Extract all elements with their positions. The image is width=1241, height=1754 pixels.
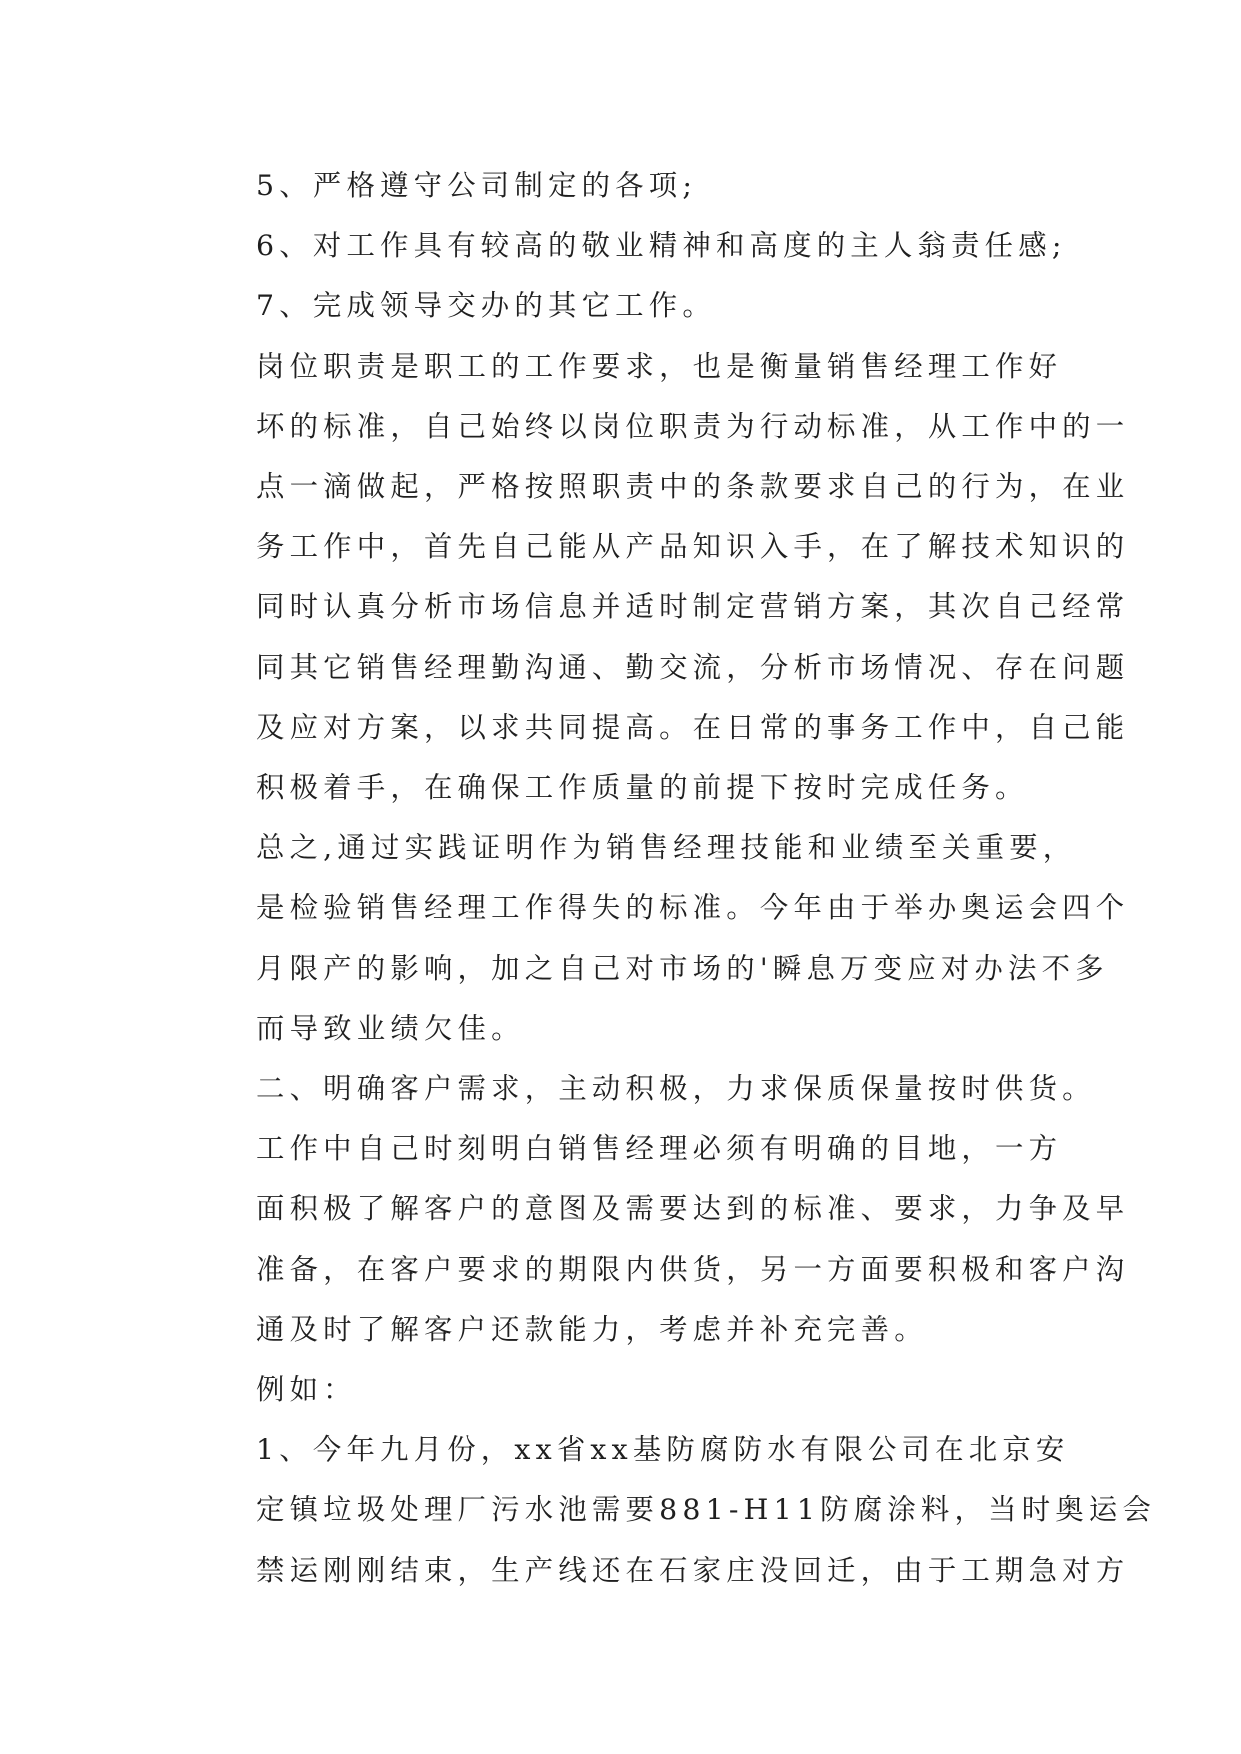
text-line: 务工作中，首先自己能从产品知识入手，在了解技术知识的 bbox=[256, 530, 1130, 564]
text-line: 7、完成领导交办的其它工作。 bbox=[256, 289, 716, 323]
text-line: 工作中自己时刻明白销售经理必须有明确的目地，一方 bbox=[256, 1132, 1063, 1166]
text-line: 面积极了解客户的意图及需要达到的标准、要求，力争及早 bbox=[256, 1192, 1130, 1226]
text-line: 点一滴做起，严格按照职责中的条款要求自己的行为，在业 bbox=[256, 470, 1130, 504]
text-line: 禁运刚刚结束，生产线还在石家庄没回迁，由于工期急对方 bbox=[256, 1553, 1130, 1587]
text-line: 岗位职责是职工的工作要求，也是衡量销售经理工作好 bbox=[256, 349, 1063, 383]
paragraph-job-duties bbox=[190, 337, 1130, 819]
section-heading-2 bbox=[190, 1059, 1096, 1119]
text-line: 同时认真分析市场信息并适时制定营销方案，其次自己经常 bbox=[256, 590, 1130, 624]
document-page bbox=[190, 156, 1157, 1601]
text-line: 而导致业绩欠佳。 bbox=[256, 1011, 525, 1045]
text-line: 坏的标准，自己始终以岗位职责为行动标准，从工作中的一 bbox=[256, 409, 1130, 443]
text-line: 及应对方案，以求共同提高。在日常的事务工作中，自己能 bbox=[256, 710, 1130, 744]
text-line: 6、对工作具有较高的敬业精神和高度的主人翁责任感; bbox=[256, 229, 1067, 263]
text-line: 二、明确客户需求，主动积极，力求保质保量按时供货。 bbox=[256, 1072, 1096, 1106]
text-line: 例如： bbox=[256, 1373, 357, 1407]
paragraph-item-6 bbox=[190, 216, 1067, 276]
paragraph-summary bbox=[190, 818, 1130, 1059]
paragraph-example-label bbox=[190, 1360, 1052, 1420]
paragraph-example-1 bbox=[190, 1420, 1157, 1601]
text-line: 月限产的影响，加之自己对市场的'瞬息万变应对办法不多 bbox=[256, 951, 1109, 985]
text-line: 通及时了解客户还款能力，考虑并补充完善。 bbox=[256, 1312, 928, 1346]
paragraph-item-7 bbox=[190, 276, 1052, 336]
text-line: 是检验销售经理工作得失的标准。今年由于举办奥运会四个 bbox=[256, 891, 1130, 925]
text-line: 总之,通过实践证明作为销售经理技能和业绩至关重要， bbox=[256, 831, 1077, 865]
text-line: 1、今年九月份，xx省xx基防腐防水有限公司在北京安 bbox=[256, 1433, 1070, 1467]
paragraph-item-5 bbox=[190, 156, 1052, 216]
paragraph-client-needs bbox=[190, 1119, 1130, 1360]
text-line: 5、严格遵守公司制定的各项; bbox=[256, 169, 698, 202]
text-line: 同其它销售经理勤沟通、勤交流，分析市场情况、存在问题 bbox=[256, 650, 1130, 684]
text-line: 准备，在客户要求的期限内供货，另一方面要积极和客户沟 bbox=[256, 1252, 1130, 1286]
text-line: 积极着手，在确保工作质量的前提下按时完成任务。 bbox=[256, 771, 1029, 805]
text-line: 定镇垃圾处理厂污水池需要881-H11防腐涂料，当时奥运会 bbox=[256, 1493, 1157, 1527]
